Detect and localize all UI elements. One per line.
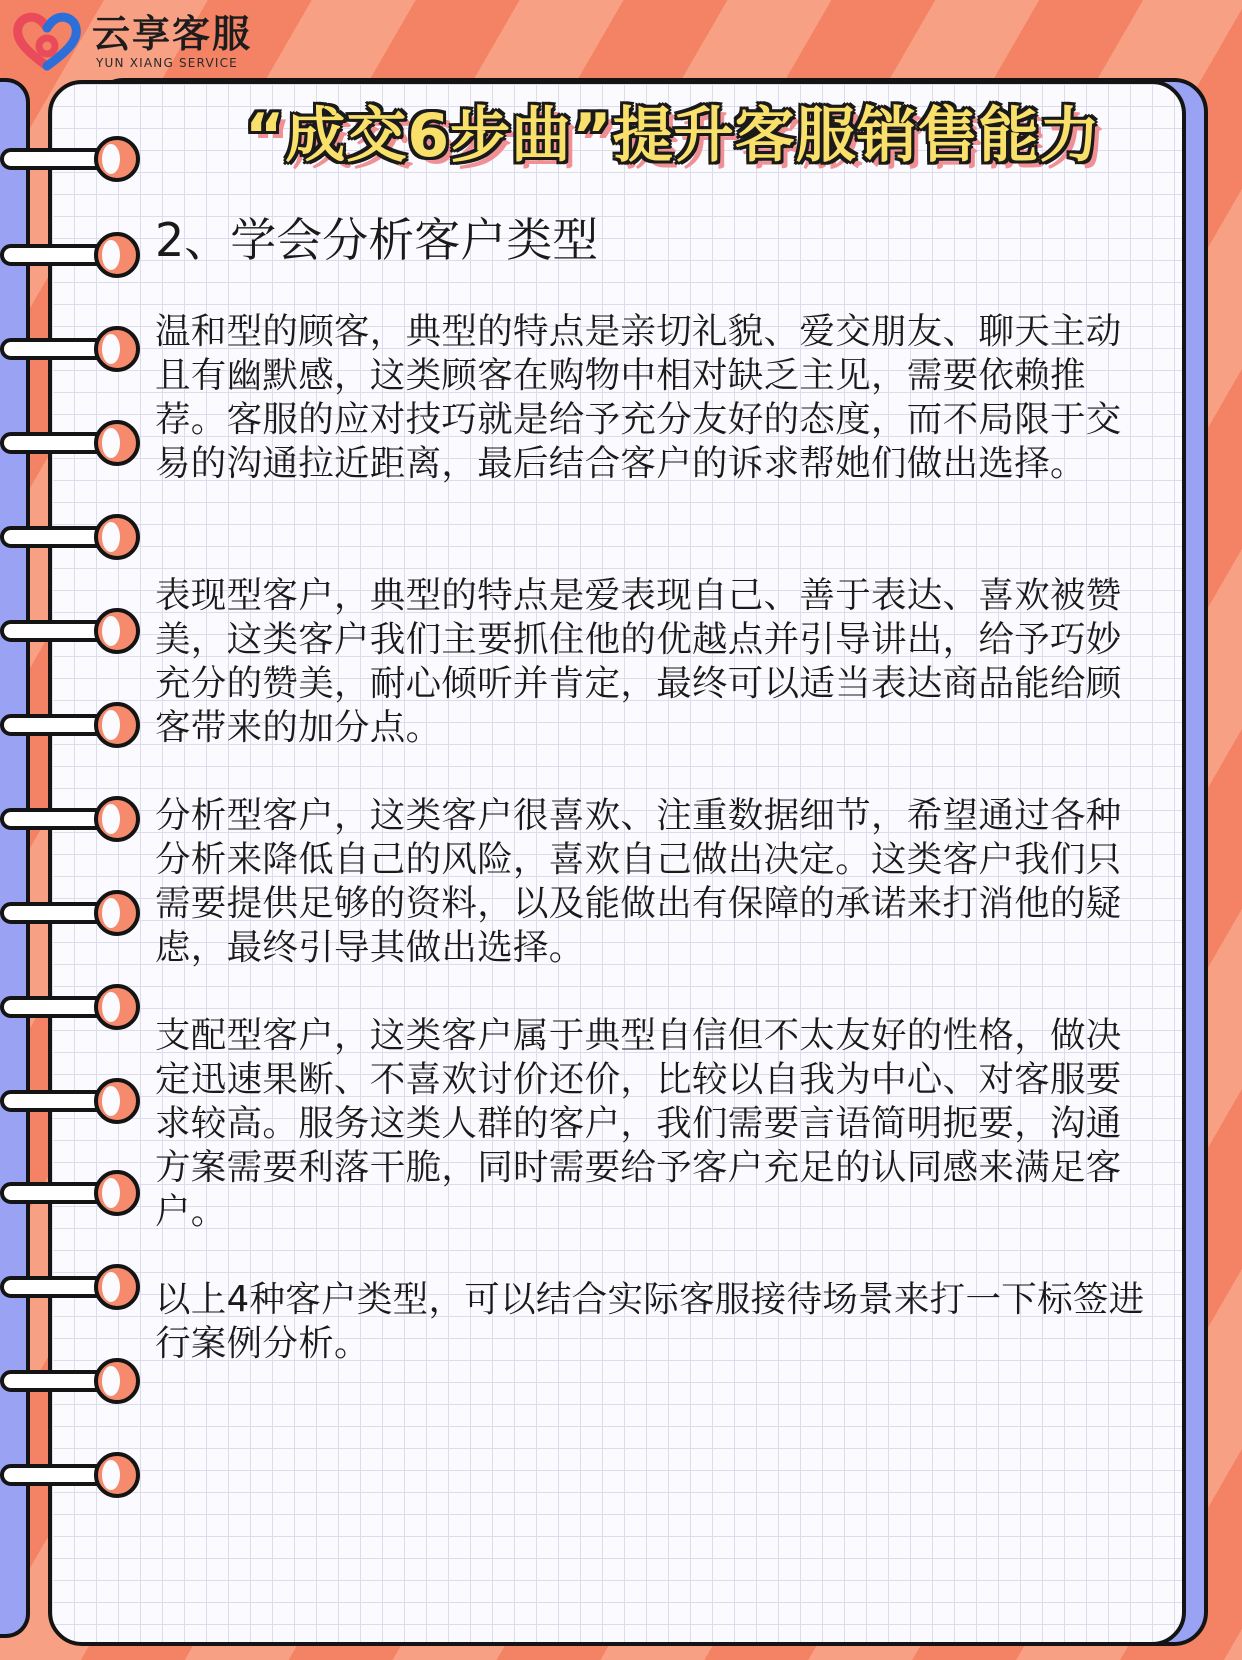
spiral-ring: [0, 1074, 140, 1130]
spiral-ring: [0, 416, 140, 472]
spiral-ring: [0, 886, 140, 942]
paragraph-summary: 以上4种客户类型，可以结合实际客服接待场景来打一下标签进行案例分析。: [155, 1279, 1145, 1364]
spiral-ring: [0, 980, 140, 1036]
spiral-ring: [0, 1166, 140, 1222]
spiral-ring: [0, 1260, 140, 1316]
paragraph-analytical-customer: 分析型客户，这类客户很喜欢、注重数据细节，希望通过各种分析来降低自己的风险，喜欢自己做出决定。这类客户我们只需要提供足够的资料，以及能做出有保障的承诺来打消他的疑虑，最终引导其做出选择。: [155, 795, 1122, 968]
section-heading: 2、学会分析客户类型: [155, 213, 599, 267]
paragraph-gentle-customer: 温和型的顾客，典型的特点是亲切礼貌、爱交朋友、聊天主动且有幽默感，这类顾客在购物中相对缺乏主见，需要依赖推荐。客服的应对技巧就是给予充分友好的态度，而不局限于交易的沟通拉近距离，最后结合客户的诉求帮她们做出选择。: [155, 311, 1122, 484]
brand-logo: [12, 8, 262, 72]
spiral-ring: [0, 132, 140, 188]
spiral-ring: [0, 1354, 140, 1410]
paragraph-dominant-customer: 支配型客户，这类客户属于典型自信但不太友好的性格，做决定迅速果断、不喜欢讨价还价，比较以自我为中心、对客服要求较高。服务这类人群的客户，我们需要言语简明扼要，沟通方案需要利落干脆，同时需要给予客户充足的认同感来满足客户。: [155, 1015, 1122, 1232]
page-title: “成交6步曲”提升客服销售能力: [245, 101, 1101, 171]
logo-heart-icon: [12, 12, 82, 72]
spiral-ring: [0, 1448, 140, 1504]
spiral-ring: [0, 322, 140, 378]
paragraph-expressive-customer: 表现型客户，典型的特点是爱表现自己、善于表达、喜欢被赞美，这类客户我们主要抓住他的优越点并引导讲出，给予巧妙充分的赞美，耐心倾听并肯定，最终可以适当表达商品能给顾客带来的加分点。: [155, 575, 1122, 748]
spiral-ring: [0, 698, 140, 754]
spiral-ring: [0, 792, 140, 848]
spiral-ring: [0, 228, 140, 284]
spiral-ring: [0, 510, 140, 566]
brand-subtitle: YUN XIANG SERVICE: [96, 56, 238, 70]
spiral-ring: [0, 604, 140, 660]
brand-name: 云享客服: [92, 12, 253, 56]
